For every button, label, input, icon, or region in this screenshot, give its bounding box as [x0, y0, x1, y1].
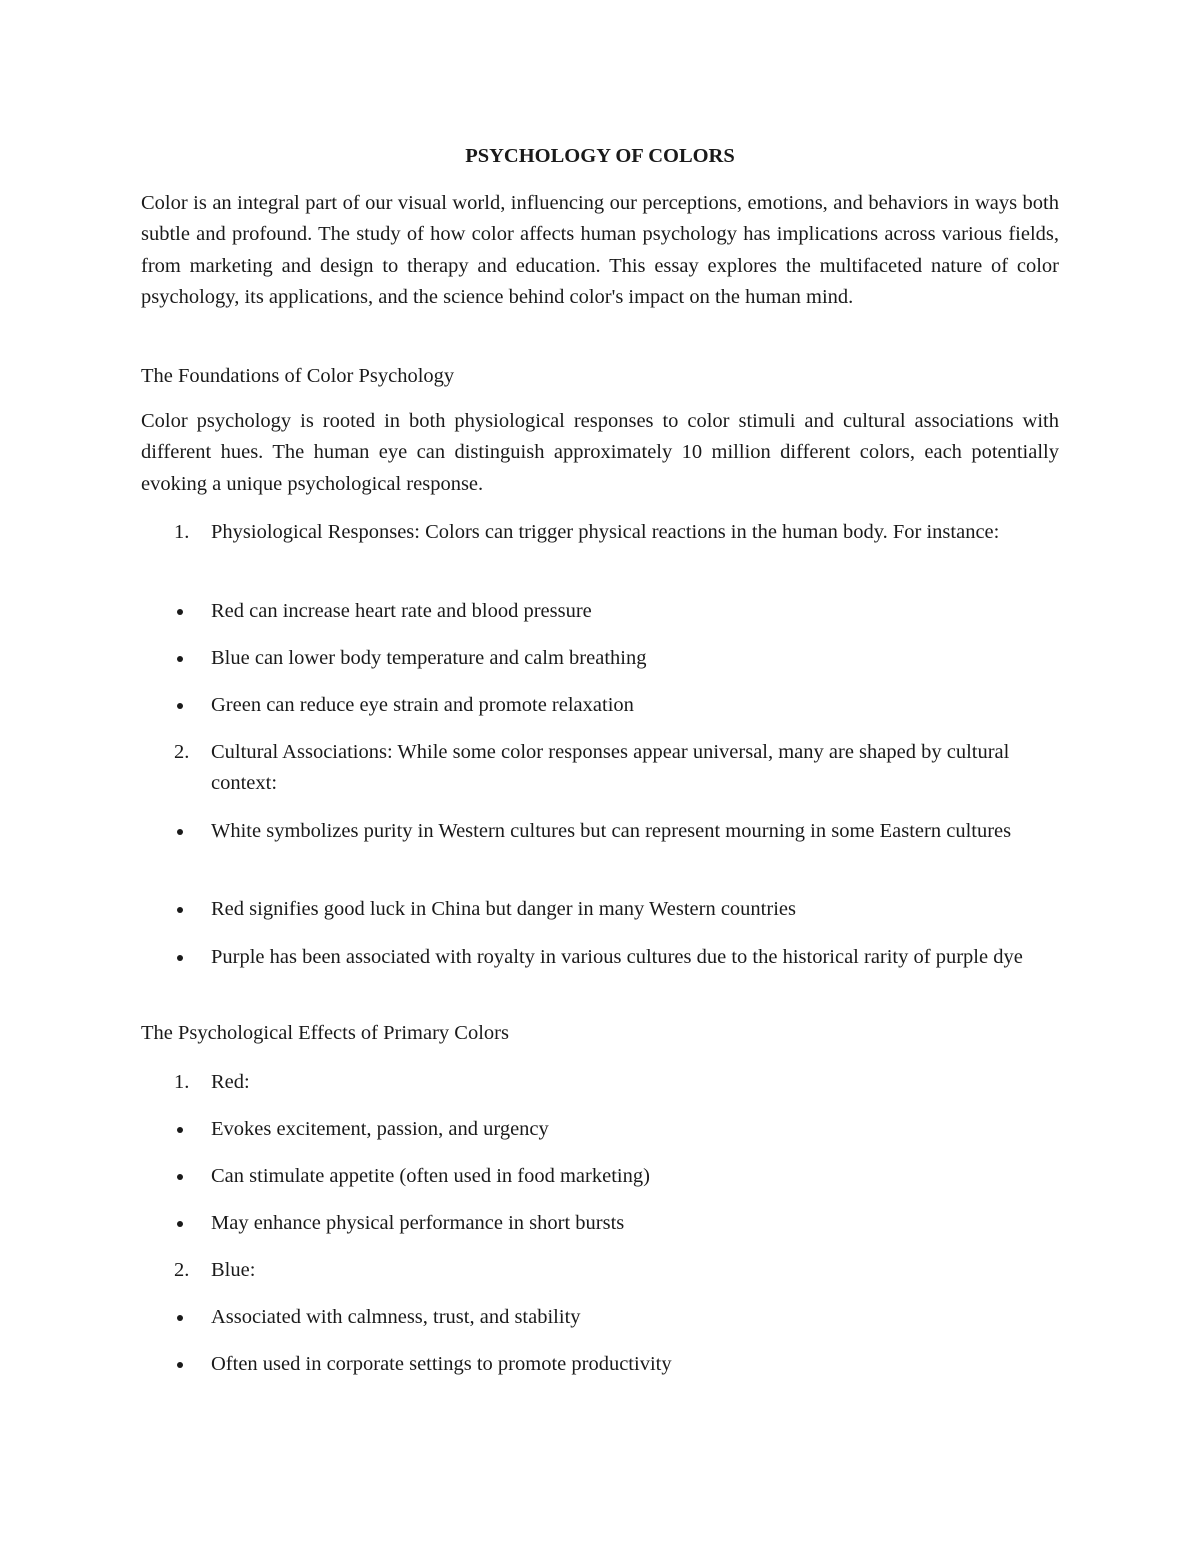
bullet-item: Can stimulate appetite (often used in food marketing): [211, 1165, 650, 1187]
bullet-icon: [177, 1127, 183, 1133]
bullet-icon: [177, 907, 183, 913]
bullet-item: White symbolizes purity in Western cultures but can represent mourning in some Eastern cultures: [211, 820, 1012, 842]
list-item-physiological: Physiological Responses: Colors can trigger physical reactions in the human body. For instance:: [211, 521, 1000, 543]
bullet-icon: [177, 829, 183, 835]
bullet-item: May enhance physical performance in short bursts: [211, 1212, 625, 1234]
list-item-blue: Blue:: [211, 1259, 256, 1281]
bullet-item: Blue can lower body temperature and calm breathing: [211, 647, 647, 669]
section-heading-foundations: The Foundations of Color Psychology: [141, 365, 455, 387]
bullet-item: Green can reduce eye strain and promote relaxation: [211, 694, 634, 716]
bullet-item: Purple has been associated with royalty in various cultures due to the historical rarity of purple dye: [211, 946, 1023, 968]
bullet-icon: [177, 703, 183, 709]
bullet-item: Red signifies good luck in China but danger in many Western countries: [211, 898, 796, 920]
bullet-item: Often used in corporate settings to promote productivity: [211, 1353, 672, 1375]
bullet-icon: [177, 1174, 183, 1180]
bullet-item: Associated with calmness, trust, and stability: [211, 1306, 581, 1328]
bullet-item: Red can increase heart rate and blood pressure: [211, 600, 592, 622]
bullet-item: Evokes excitement, passion, and urgency: [211, 1118, 549, 1140]
section-heading-primary-colors: The Psychological Effects of Primary Colors: [141, 1022, 509, 1044]
list-item-red: Red:: [211, 1071, 250, 1093]
bullet-icon: [177, 1315, 183, 1321]
list-number: 1.: [174, 521, 190, 543]
intro-paragraph: Color is an integral part of our visual world, influencing our perceptions, emotions, and behaviors in ways both subtle and profound. The study of how color affects human psychology has implications across various fields, from marketing and design to therapy and education. This essay explores the multifaceted nature of color psychology, its applications, and the science behind color's impact on the human mind.: [141, 192, 1059, 308]
list-item-cultural: Cultural Associations: While some color responses appear universal, many are shaped by cultural context:: [211, 741, 1010, 795]
bullet-icon: [177, 1221, 183, 1227]
list-number: 2.: [174, 1259, 190, 1281]
bullet-icon: [177, 955, 183, 961]
document-title: PSYCHOLOGY OF COLORS: [465, 145, 735, 167]
bullet-icon: [177, 609, 183, 615]
bullet-icon: [177, 656, 183, 662]
list-number: 1.: [174, 1071, 190, 1093]
foundations-paragraph: Color psychology is rooted in both physiological responses to color stimuli and cultural associations with different hues. The human eye can distinguish approximately 10 million different colors, each potentially evoking a unique psychological response.: [141, 410, 1059, 495]
list-number: 2.: [174, 741, 190, 763]
bullet-icon: [177, 1362, 183, 1368]
